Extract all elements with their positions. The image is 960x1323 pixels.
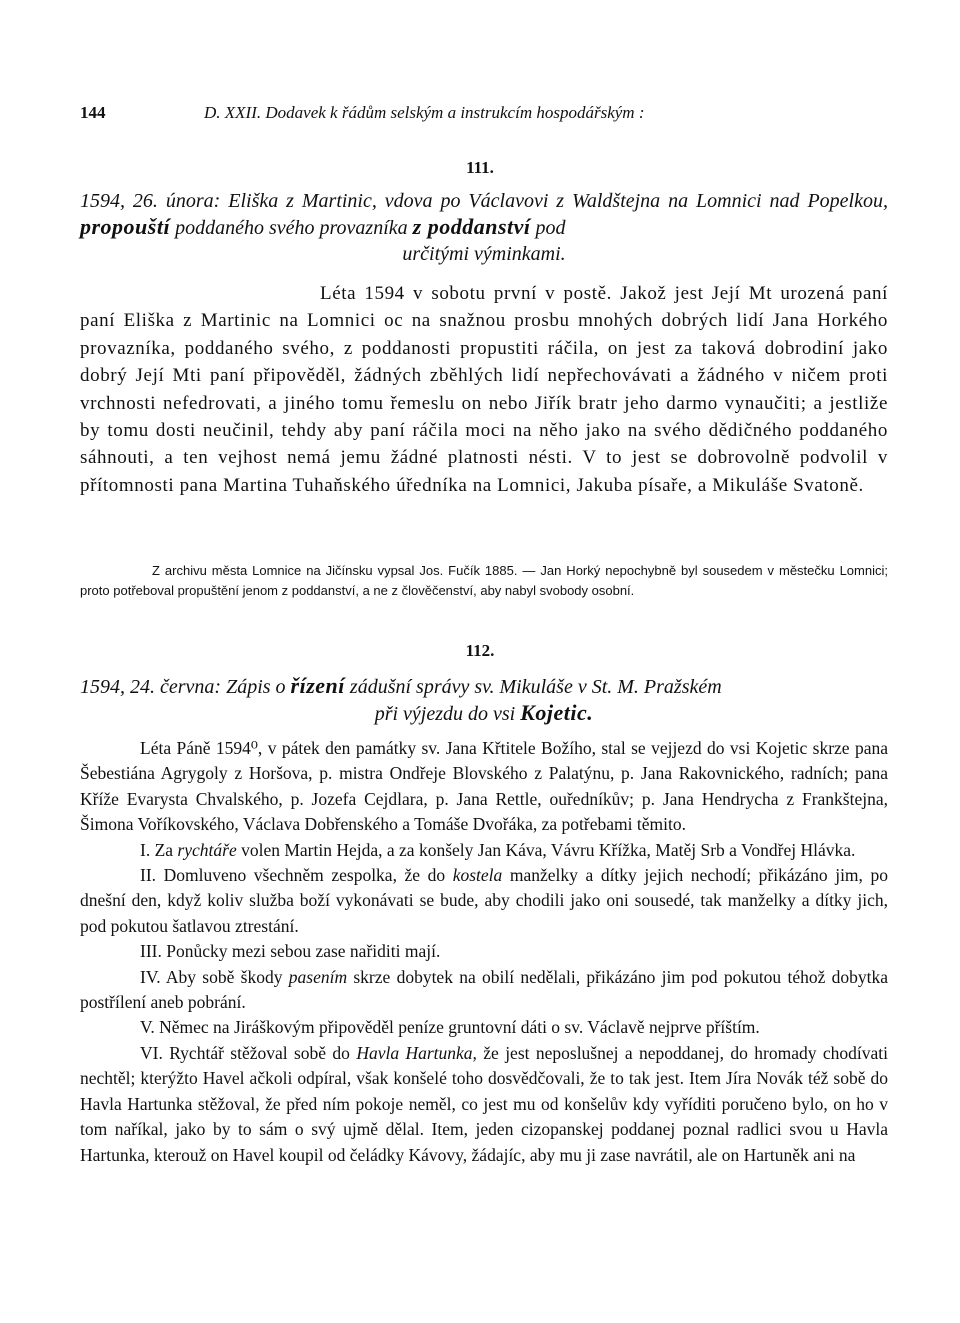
article-text: volen Martin Hejda, a za konšely Jan Káva, Vávru Křížka, Matěj Srb a Vondřej Hlávka.: [241, 839, 856, 860]
article-iv: [80, 965, 888, 1016]
heading-emphasis: Kojetic.: [520, 700, 594, 725]
document-number-112: 112.: [465, 641, 495, 660]
heading-emphasis: řízení: [290, 673, 345, 698]
article-emphasis: rychtáře: [177, 839, 237, 860]
article-iii: III. Ponůcky mezi sebou zase nařiditi mají.: [140, 941, 441, 962]
article-i: [80, 838, 888, 863]
heading-emphasis: z poddanství: [412, 214, 531, 239]
article-text: manželky a dítky jejich nechodí; přikázáno jim, po dnešní den, když koliv služba boží vykonávati se bude, aby chodili jako oni sousedé, tak manželky a dítky jich, pod pokutou šatlavou ztrestání.: [80, 865, 888, 936]
heading-text: 1594, 26. února: Eliška z Martinic, vdova po Václavovi z Waldštejna na Lomnici nad Popelkou,: [80, 190, 888, 212]
note-paragraph: Z archivu města Lomnice na Jičínsku vypsal Jos. Fučík 1885. — Jan Horký nepochybně byl sousedem v městečku Lomnici; proto potřeboval propuštění jenom z poddanství, a ne z člověčenství, aby nabyl svobody osobní.: [80, 563, 888, 598]
document-body-111: [80, 280, 888, 499]
article-text: skrze dobytek na obilí nedělali, přikázáno jim pod pokutou téhož dobytka postřílení aneb pobrání.: [80, 966, 889, 1013]
article-text: II. Domluveno všechněm zespolka, že do: [140, 865, 446, 886]
article-vi: [80, 1041, 888, 1168]
article-text: že jest neposlušnej a nepoddanej, do hromady chodívati nechtěl; kterýžto Havel ačkoli odpíral, však konšelé toho dosvědčovali, že to tak jest. Item Jíra Novák též sobě do Havla Hartunka stěžoval, že před ním pokoje neměl, co jest mu od konšelův kdy vyříditi poručeno bylo, on ho v tom naříkal, jako by to sám o svý ujmě dělal. Item, jeden cizopanskej poddanej poznal radlici svou u Havla Hartunka, kterouž on Havel koupil od čeládky Kávovy, žádajíc, aby mu ji zase navrátil, ale on Hartuněk ani na: [80, 1042, 888, 1165]
article-v: V. Němec na Jiráškovým připověděl peníze gruntovní dáti o sv. Václavě nejprve příštím.: [140, 1017, 760, 1038]
heading-emphasis: propouští: [80, 214, 171, 239]
heading-text: zádušní správy sv. Mikuláše v St. M. Pražském: [349, 676, 722, 698]
source-note-111: [80, 561, 888, 601]
page-number: 144: [80, 103, 106, 122]
heading-text: poddaného svého provazníka: [175, 217, 408, 239]
document-number-111: 111.: [466, 158, 494, 177]
heading-text: pod: [535, 217, 566, 239]
heading-continuation: [80, 700, 888, 727]
article-text: IV. Aby sobě škody: [140, 966, 283, 987]
heading-continuation: určitými výminkami.: [402, 243, 566, 265]
document-heading-112: [80, 673, 888, 727]
body-paragraph: Léta 1594 v sobotu první v postě. Jakož jest Její Mt urozená paní paní Eliška z Martinic na Lomnici oc na snažnou prosbu mnohých dobrých lidí Jana Horkého provazníka, poddaného svého, z poddanosti propustiti ráčila, on jest za taková dobrodiní jako dobrý Její Mti paní připověděl, žádných zběhlých lidí nepřechovávati a žádného v ničem proti vrchnosti nefedrovati, a jiného tomu řemeslu on nebo Jiřík bratr jeho darmo vynaučiti; a jestliže by tomu dosti neučinil, tehdy aby paní ráčila moci na něho jako na svého dědičného poddaného sáhnouti, a ten vejhost nemá jemu žádné platnosti nésti. V to jest se dobrovolně podvolil v přítomnosti pana Martina Tuhaňského úředníka na Lomnici, Jakuba písaře, a Mikuláše Svatoně.: [80, 283, 888, 496]
article-text: I. Za: [140, 839, 174, 860]
article-ii: [80, 863, 888, 939]
body-paragraph: Léta Páně 1594⁰, v pátek den památky sv. Jana Křtitele Božího, stal se vejjezd do vsi Kojetic skrze pana Šebestiána Agrygoly z Horšova, p. mistra Ondřeje Blovského z Palatýnu, p. Jana Rakovnického, radních; pana Kříže Evarysta Chvalského, p. Jozefa Cejdlara, p. Jana Rettle, ouředníkův; p. Jana Hendrycha z Frankštejna, Šimona Voříkovského, Václava Dobřenského a Tomáše Dvořáka, za potřebami těmito.: [80, 738, 888, 835]
article-emphasis: kostela: [452, 865, 503, 886]
heading-text: 1594, 24. června: Zápis o: [80, 676, 286, 698]
article-emphasis: pasením: [288, 966, 348, 987]
running-title: D. XXII. Dodavek k řádům selským a instrukcím hospodářským :: [204, 103, 645, 122]
article-emphasis: Havla Hartunka,: [356, 1042, 477, 1063]
article-text: VI. Rychtář stěžoval sobě do: [140, 1042, 350, 1063]
document-body-112: [80, 736, 888, 1168]
heading-text: při výjezdu do vsi: [374, 703, 516, 725]
document-heading-111: [80, 188, 888, 267]
